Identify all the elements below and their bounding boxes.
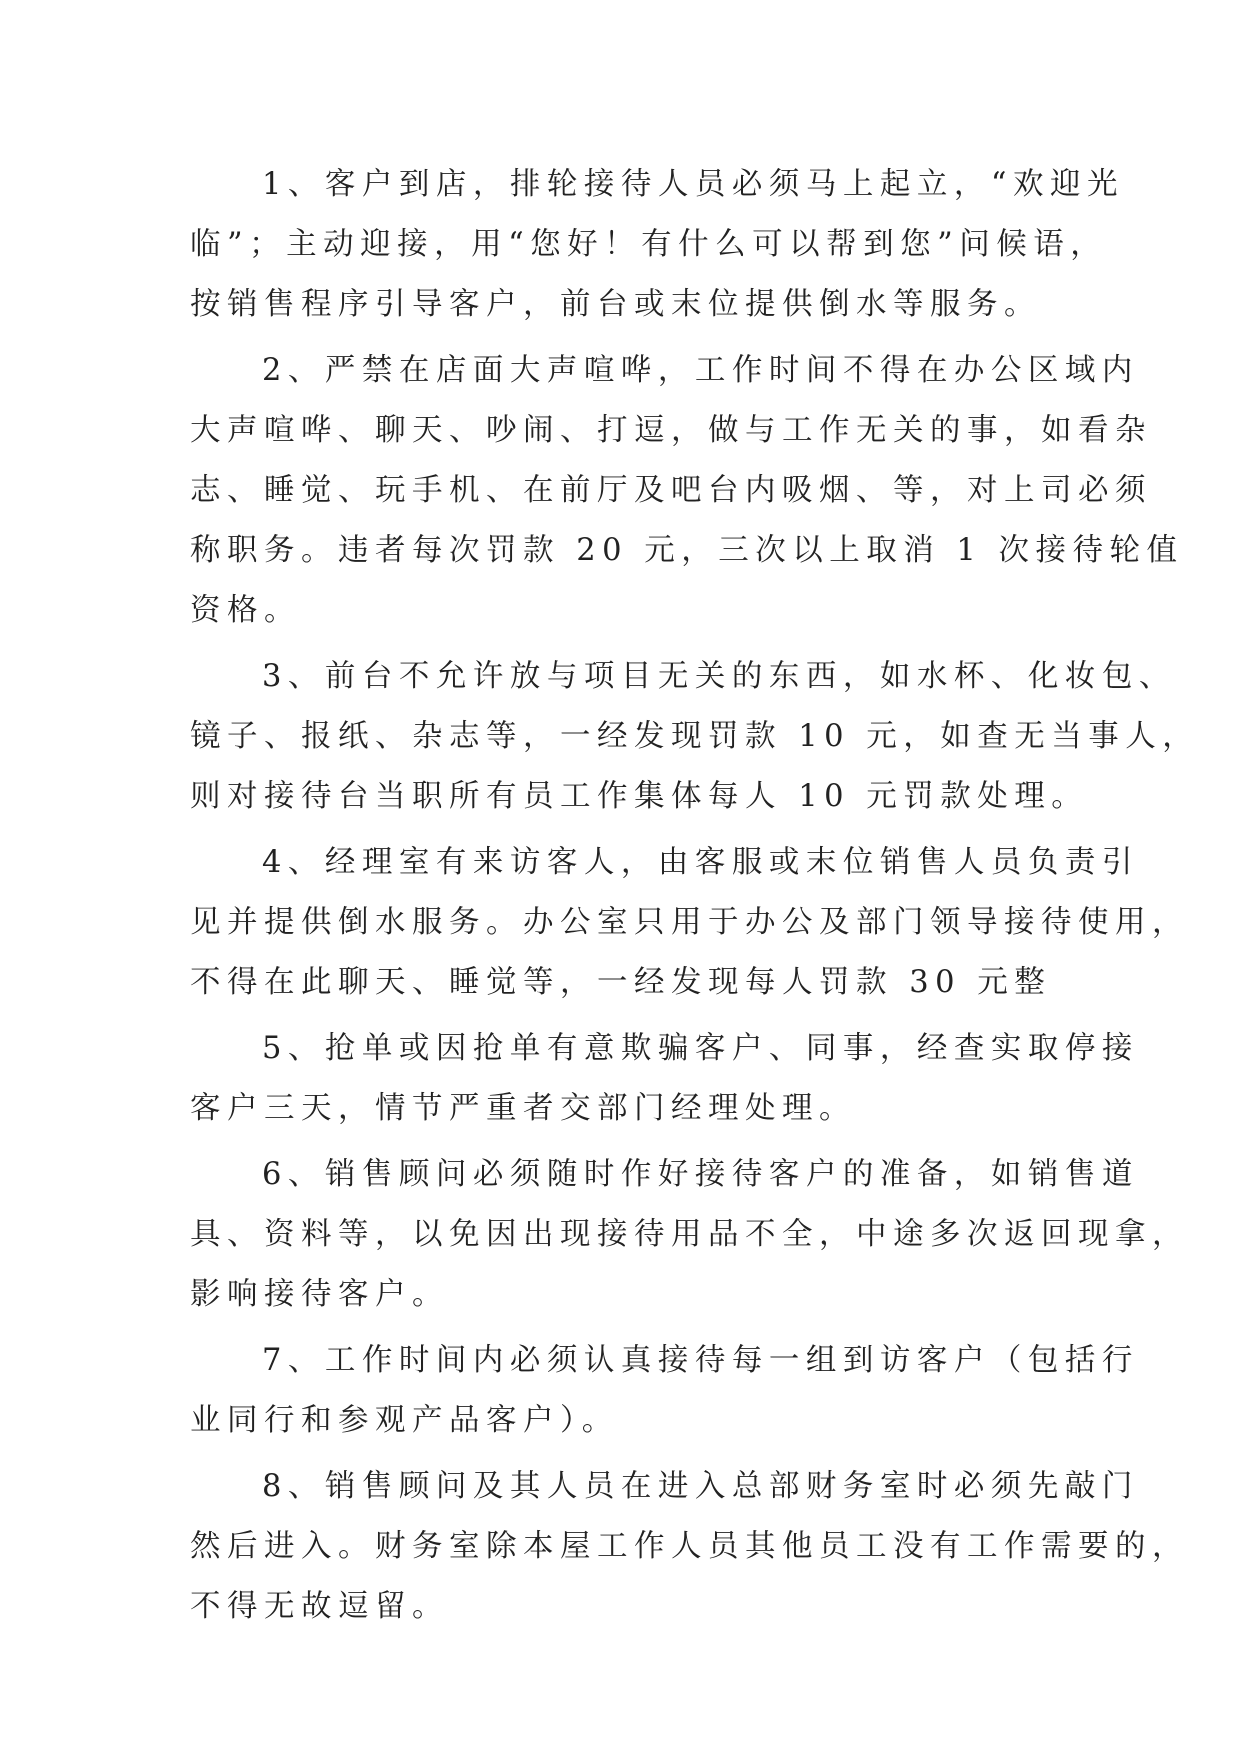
paragraph-line: 1、客户到店，排轮接待人员必须马上起立，“欢迎光 — [262, 167, 1124, 202]
paragraph-line: 5、抢单或因抢单有意欺骗客户、同事，经查实取停接 — [262, 1031, 1139, 1066]
paragraph-5 — [190, 1019, 1139, 1139]
paragraph-line: 资格。 — [190, 593, 301, 628]
paragraph-8 — [190, 1457, 1189, 1637]
paragraph-line: 不得无故逗留。 — [190, 1589, 449, 1624]
paragraph-2 — [190, 341, 1184, 641]
paragraph-line: 4、经理室有来访客人，由客服或末位销售人员负责引 — [262, 845, 1139, 880]
paragraph-line: 2、严禁在店面大声喧哗，工作时间不得在办公区域内 — [262, 353, 1139, 388]
paragraph-7 — [190, 1331, 1139, 1451]
paragraph-4 — [190, 833, 1189, 1013]
paragraph-line: 客户三天，情节严重者交部门经理处理。 — [190, 1091, 856, 1126]
paragraph-line: 具、资料等，以免因出现接待用品不全，中途多次返回现拿， — [190, 1217, 1189, 1252]
paragraph-line: 然后进入。财务室除本屋工作人员其他员工没有工作需要的， — [190, 1529, 1189, 1564]
paragraph-line: 按销售程序引导客户，前台或末位提供倒水等服务。 — [190, 287, 1041, 322]
paragraph-line: 称职务。违者每次罚款 20 元，三次以上取消 1 次接待轮值 — [190, 533, 1184, 568]
paragraph-line: 8、销售顾问及其人员在进入总部财务室时必须先敲门 — [262, 1469, 1139, 1504]
paragraph-line: 业同行和参观产品客户）。 — [190, 1403, 619, 1438]
paragraph-line: 3、前台不允许放与项目无关的东西，如水杯、化妆包、 — [262, 659, 1176, 694]
paragraph-6 — [190, 1145, 1189, 1325]
paragraph-line: 7、工作时间内必须认真接待每一组到访客户（包括行 — [262, 1343, 1139, 1378]
document-body — [190, 155, 1200, 1643]
paragraph-line: 临”；主动迎接，用“您好！有什么可以帮到您”问候语， — [190, 227, 1108, 262]
paragraph-3 — [190, 647, 1200, 827]
paragraph-line: 则对接待台当职所有员工作集体每人 10 元罚款处理。 — [190, 779, 1089, 814]
paragraph-line: 大声喧哗、聊天、吵闹、打逗，做与工作无关的事，如看杂 — [190, 413, 1152, 448]
paragraph-line: 镜子、报纸、杂志等，一经发现罚款 10 元，如查无当事人， — [190, 719, 1200, 754]
paragraph-1 — [190, 155, 1124, 335]
paragraph-line: 见并提供倒水服务。办公室只用于办公及部门领导接待使用， — [190, 905, 1189, 940]
paragraph-line: 不得在此聊天、睡觉等，一经发现每人罚款 30 元整 — [190, 965, 1052, 1000]
paragraph-line: 6、销售顾问必须随时作好接待客户的准备，如销售道 — [262, 1157, 1139, 1192]
paragraph-line: 影响接待客户。 — [190, 1277, 449, 1312]
paragraph-line: 志、睡觉、玩手机、在前厅及吧台内吸烟、等，对上司必须 — [190, 473, 1152, 508]
